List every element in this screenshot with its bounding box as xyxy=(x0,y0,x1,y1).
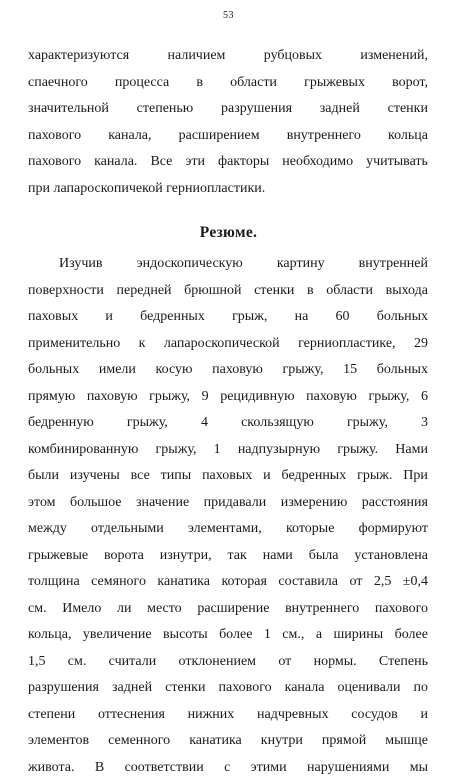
word: косую xyxy=(156,357,193,384)
word: грыж, xyxy=(232,304,267,331)
word: 29 xyxy=(414,331,428,358)
word: канатика xyxy=(157,569,210,596)
word: мышце xyxy=(385,728,428,755)
word: отдельными xyxy=(91,516,164,543)
word: к xyxy=(139,331,146,358)
word: степени xyxy=(28,702,75,729)
word: придавали xyxy=(204,490,267,517)
word: эти xyxy=(185,149,205,176)
text-line xyxy=(28,437,428,464)
word: В xyxy=(95,755,104,781)
word: 15 xyxy=(343,357,357,384)
word: с xyxy=(224,755,230,781)
word: соответствии xyxy=(125,755,204,781)
word: от xyxy=(278,649,291,676)
word: Изучив xyxy=(59,251,103,278)
word: см., xyxy=(282,622,304,649)
word: лапароскопической xyxy=(164,331,280,358)
word: в xyxy=(196,70,203,97)
word: кольца, xyxy=(28,622,71,649)
text-line xyxy=(28,149,428,176)
word: ширины xyxy=(333,622,383,649)
text-line xyxy=(28,357,428,384)
text-line xyxy=(28,675,428,702)
word: герниопластике, xyxy=(298,331,395,358)
word: оттеснения xyxy=(98,702,165,729)
word: паховых xyxy=(28,304,78,331)
text-line xyxy=(28,649,428,676)
word: надчревных xyxy=(257,702,329,729)
text-line xyxy=(28,728,428,755)
text-line xyxy=(28,463,428,490)
word: скользящую xyxy=(241,410,314,437)
word: грыж. xyxy=(357,463,392,490)
word: измерению xyxy=(281,490,348,517)
text-line xyxy=(28,410,428,437)
word: эндоскопическую xyxy=(137,251,243,278)
word: задней xyxy=(320,96,360,123)
word: Степень xyxy=(379,649,428,676)
word: канала. xyxy=(94,149,137,176)
word: передней xyxy=(116,278,171,305)
word: пахового xyxy=(375,596,428,623)
section-heading: Резюме. xyxy=(0,224,457,242)
word: применительно xyxy=(28,331,120,358)
word: место xyxy=(147,596,182,623)
text-line xyxy=(28,123,428,150)
word: ворота xyxy=(104,543,144,570)
word: паховую xyxy=(212,357,263,384)
word: грыжу, xyxy=(283,357,324,384)
word: по xyxy=(413,675,428,702)
word: внутреннего xyxy=(285,596,359,623)
word: живота. xyxy=(28,755,75,781)
word: этими xyxy=(251,755,287,781)
word: ли xyxy=(117,596,131,623)
word: грыжу, xyxy=(156,437,197,464)
word: изучены xyxy=(70,463,120,490)
summary-paragraph xyxy=(28,251,428,781)
text-line xyxy=(28,251,428,278)
word: а xyxy=(316,622,322,649)
word: нормы. xyxy=(314,649,357,676)
word: так xyxy=(228,543,247,570)
text-line: при лапароскопичекой герниопластики. xyxy=(28,176,428,203)
word: 9 xyxy=(202,384,209,411)
word: расширение xyxy=(197,596,269,623)
word: области xyxy=(230,70,277,97)
word: 6 xyxy=(421,384,428,411)
word: нами xyxy=(263,543,293,570)
word: толщина xyxy=(28,569,80,596)
word: поверхности xyxy=(28,278,104,305)
word: 1 xyxy=(264,622,271,649)
word: характеризуются xyxy=(28,43,129,70)
text-line xyxy=(28,278,428,305)
text-line xyxy=(28,702,428,729)
word: см. xyxy=(68,649,87,676)
text-line xyxy=(28,516,428,543)
text-line xyxy=(28,622,428,649)
word: от xyxy=(349,569,362,596)
word: стенки xyxy=(254,278,294,305)
word: нижних xyxy=(188,702,235,729)
word: была xyxy=(309,543,339,570)
word: грыжу, xyxy=(127,410,168,437)
word: рубцовых xyxy=(264,43,322,70)
word: этом xyxy=(28,490,56,517)
word: грыжу, xyxy=(149,384,190,411)
text-line xyxy=(28,490,428,517)
text-line xyxy=(28,755,428,781)
word: изменений, xyxy=(360,43,428,70)
word: значительной xyxy=(28,96,109,123)
word: элементов xyxy=(28,728,89,755)
word: Нами xyxy=(395,437,428,464)
word: расширением xyxy=(179,123,260,150)
word: задней xyxy=(112,675,152,702)
word: стенки xyxy=(388,96,428,123)
word: 3 xyxy=(421,410,428,437)
word: картину xyxy=(277,251,325,278)
word: кольца xyxy=(388,123,428,150)
word: 2,5 xyxy=(374,569,392,596)
word: комбинированную xyxy=(28,437,138,464)
word: грыжу. xyxy=(337,437,378,464)
word: бедренных xyxy=(140,304,205,331)
word: на xyxy=(295,304,309,331)
word: разрушения xyxy=(28,675,99,702)
word: см. xyxy=(28,596,47,623)
word: При xyxy=(403,463,428,490)
page-number: 53 xyxy=(0,10,457,21)
text-line xyxy=(28,96,428,123)
word: элементами, xyxy=(188,516,262,543)
word: Все xyxy=(150,149,172,176)
word: пахового xyxy=(28,123,81,150)
word: канала xyxy=(285,675,325,702)
word: грыжу, xyxy=(368,384,409,411)
word: значение xyxy=(136,490,189,517)
word: и xyxy=(105,304,113,331)
word: нарушениями xyxy=(307,755,389,781)
word: имели xyxy=(99,357,136,384)
word: типы xyxy=(161,463,192,490)
word: прямой xyxy=(322,728,366,755)
text-line xyxy=(28,596,428,623)
text-line xyxy=(28,70,428,97)
word: брюшной xyxy=(184,278,241,305)
word: канала, xyxy=(108,123,151,150)
word: учитывать xyxy=(366,149,428,176)
word: внутренней xyxy=(359,251,428,278)
word: прямую xyxy=(28,384,75,411)
word: больных xyxy=(28,357,79,384)
text-line xyxy=(28,384,428,411)
word: и xyxy=(263,463,271,490)
word: отклонением xyxy=(179,649,257,676)
text-line xyxy=(28,569,428,596)
word: которые xyxy=(286,516,334,543)
word: наличием xyxy=(168,43,226,70)
word: составила xyxy=(278,569,338,596)
word: между xyxy=(28,516,67,543)
word: 1,5 xyxy=(28,649,46,676)
word: внутреннего xyxy=(287,123,361,150)
word: формируют xyxy=(359,516,428,543)
word: степенью xyxy=(137,96,194,123)
word: изнутри, xyxy=(160,543,212,570)
intro-paragraph xyxy=(28,43,428,202)
word: все xyxy=(131,463,150,490)
word: грыжу, xyxy=(347,410,388,437)
word: установлена xyxy=(354,543,428,570)
word: и xyxy=(420,702,428,729)
word: более xyxy=(395,622,428,649)
word: считали xyxy=(109,649,157,676)
word: надпузырную xyxy=(238,437,320,464)
word: более xyxy=(219,622,252,649)
word: паховую xyxy=(306,384,357,411)
word: пахового xyxy=(219,675,272,702)
word: рецидивную xyxy=(220,384,294,411)
word: кнутри xyxy=(261,728,303,755)
word: мы xyxy=(410,755,428,781)
word: оценивали xyxy=(338,675,401,702)
word: бедренную xyxy=(28,410,94,437)
word: стенки xyxy=(165,675,205,702)
word: больных xyxy=(377,357,428,384)
word: спаечного xyxy=(28,70,88,97)
word: больных xyxy=(377,304,428,331)
text-line xyxy=(28,43,428,70)
word: в xyxy=(307,278,314,305)
word: увеличение xyxy=(83,622,152,649)
word: 1 xyxy=(214,437,221,464)
text-line xyxy=(28,331,428,358)
word: ±0,4 xyxy=(403,569,428,596)
word: были xyxy=(28,463,59,490)
word: факторы xyxy=(218,149,269,176)
word: грыжевых xyxy=(304,70,365,97)
word: процесса xyxy=(115,70,169,97)
word: необходимо xyxy=(282,149,353,176)
word: 4 xyxy=(201,410,208,437)
word: бедренных xyxy=(282,463,347,490)
word: семяного xyxy=(91,569,146,596)
word: паховую xyxy=(87,384,138,411)
word: грыжевые xyxy=(28,543,88,570)
word: сосудов xyxy=(351,702,397,729)
word: пахового xyxy=(28,149,81,176)
word: большое xyxy=(70,490,121,517)
text-line xyxy=(28,304,428,331)
word: 60 xyxy=(336,304,350,331)
word: выхода xyxy=(386,278,428,305)
word: семенного xyxy=(108,728,170,755)
text-line xyxy=(28,543,428,570)
word: канатика xyxy=(189,728,242,755)
word: ворот, xyxy=(392,70,428,97)
word: разрушения xyxy=(221,96,292,123)
word: расстояния xyxy=(362,490,428,517)
word: паховых xyxy=(202,463,252,490)
word: Имело xyxy=(62,596,101,623)
word: которая xyxy=(221,569,267,596)
word: высоты xyxy=(163,622,208,649)
word: области xyxy=(326,278,373,305)
